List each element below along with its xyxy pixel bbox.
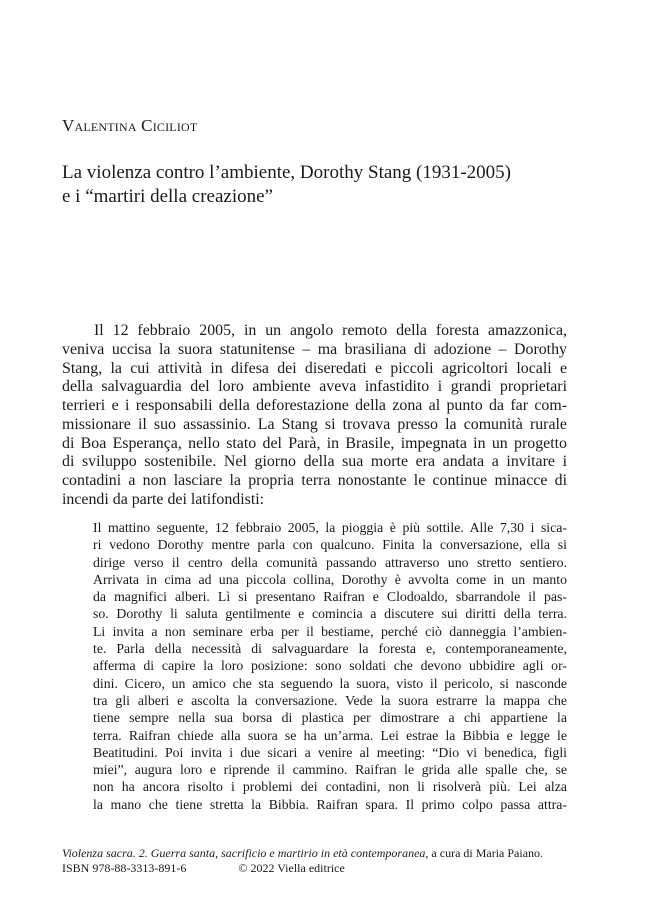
body-line: missionare il suo assassinio. La Stang si trovava presso la comunità rurale (62, 415, 567, 433)
quote-line: Arrivata in cima ad una piccola collina, Dorothy è avvolta come in un manto (93, 571, 567, 587)
quote-line: la mano che tiene stretta la Bibbia. Raifran spara. Il primo colpo passa attra- (93, 796, 567, 812)
quote-line: dirige verso il centro della comunità passando attraverso uno stretto sentiero. (93, 554, 567, 570)
body-line: incendi da parte dei latifondisti: (62, 490, 265, 508)
quote-line: so. Dorothy li saluta gentilmente e comincia a discutere sui diritti della terra. (93, 606, 567, 622)
quote-line: miei”, augura loro e riprende il cammino. Raifran le grida alle spalle che, se (93, 762, 567, 778)
quote-line: ri vedono Dorothy mentre parla con qualcuno. Finita la conversazione, ella si (93, 537, 567, 553)
quote-line: da magnifici alberi. Lì si presentano Raifran e Clodoaldo, sbarrandole il pas- (93, 589, 567, 605)
chapter-title (62, 161, 602, 209)
quote-line: Il mattino seguente, 12 febbraio 2005, la pioggia è più sottile. Alle 7,30 i sica- (93, 520, 567, 535)
chapter-title-line: La violenza contro l’ambiente, Dorothy Stang (1931-2005) (62, 162, 512, 183)
quote-line: Li invita a non seminare erba per il bestiame, perché ciò danneggia l’ambien- (93, 623, 567, 639)
body-paragraph (62, 322, 567, 510)
body-line: terrieri e i responsabili della deforestazione della zona al punto da far com- (62, 397, 567, 414)
body-line: di Boa Esperança, nello stato del Parà, in Brasile, impegnata in un progetto (62, 434, 567, 452)
quote-line: dini. Cicero, un amico che sta seguendo la suora, visto il pericolo, si nasconde (93, 675, 567, 691)
copyright: © 2022 Viella editrice (238, 861, 345, 875)
body-line: veniva uccisa la suora statunitense – ma brasiliana di adozione – Dorothy (62, 340, 567, 358)
chapter-title-line: e i “martiri della creazione” (62, 186, 273, 207)
book-title: Violenza sacra. 2. Guerra santa, sacrificio e martirio in età contemporanea (62, 846, 426, 860)
block-quote (93, 519, 567, 813)
isbn: ISBN 978-88-3313-891-6 (62, 861, 187, 875)
publication-line (62, 861, 582, 876)
quote-line: non ha ancora risolto i problemi dei contadini, non li risolverà più. Lei alza (93, 779, 567, 795)
page-footer (62, 846, 582, 876)
author-name: Valentina Ciciliot (62, 116, 198, 135)
quote-line: Beatitudini. Poi invita i due sicari a venire al meeting: “Dio vi benedica, figli (93, 744, 567, 760)
body-line: Stang, la cui attività in difesa dei diseredati e piccoli agricoltori locali e (62, 359, 567, 377)
body-line: di sviluppo sostenibile. Nel giorno della sua morte era andata a invitare i (62, 453, 567, 471)
quote-line: terra. Raifran chiede alla suora se ha un’arma. Lei estrae la Bibbia e legge le (93, 727, 567, 743)
quote-line: tiene sempre nella sua borsa di plastica per dimostrare a chi appartiene la (93, 710, 567, 726)
editor-credit: , a cura di Maria Paiano. (425, 846, 544, 860)
body-line: contadini a non lasciare la propria terra nonostante le continue minacce di (62, 472, 567, 489)
quote-line: tra gli alberi e ascolta la conversazione. Vede la suora estrarre la mappa che (93, 692, 567, 708)
quote-line: afferma di capire la loro posizione: sono soldati che devono ubbidire agli or- (93, 658, 567, 674)
body-line: della salvaguardia del loro ambiente aveva infastidito i grandi proprietari (62, 378, 567, 396)
body-line: Il 12 febbraio 2005, in un angolo remoto della foresta amazzonica, (94, 322, 567, 339)
citation-line (62, 846, 582, 861)
quote-line: te. Parla della necessità di salvaguardare la foresta e, contemporaneamente, (93, 641, 567, 657)
